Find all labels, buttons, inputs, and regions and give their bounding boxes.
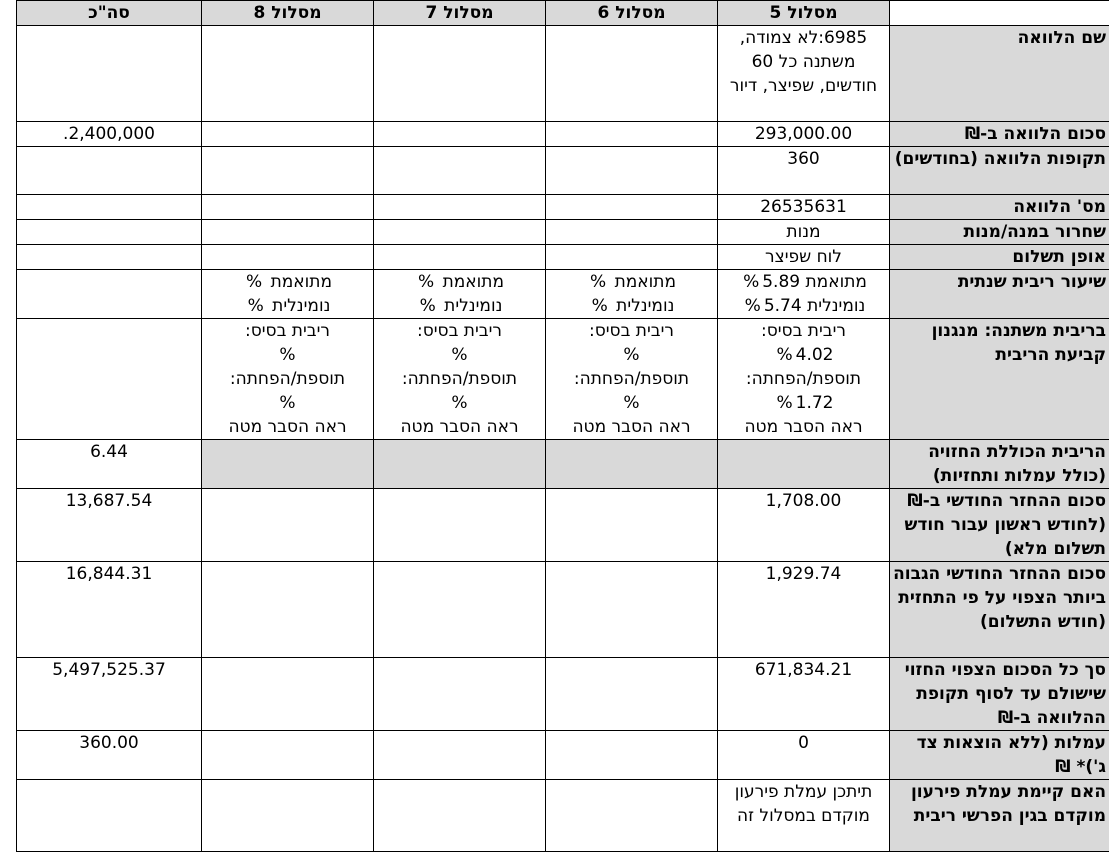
pct-sign: %	[451, 393, 468, 413]
header-track-6: מסלול 6	[546, 1, 718, 26]
row-fees	[17, 731, 1109, 780]
pct-sign: %	[623, 345, 640, 365]
label-monthly-payment: סכום ההחזר החודשי ב-₪ (לחודש ראשון עבור חודש תשלום מלא)	[890, 489, 1109, 562]
effective-rate-total: 6.44	[17, 440, 202, 489]
loan-name-track-8	[202, 26, 374, 122]
max-payment-track-8	[202, 562, 374, 658]
base-rate-label: ריבית בסיס:	[416, 321, 503, 341]
loan-period-track-7	[374, 147, 546, 195]
prepayment-fee-track-8	[202, 780, 374, 852]
loan-name-track-6	[546, 26, 718, 122]
header-total: סה"כ	[17, 1, 202, 26]
pct-sign: %	[591, 296, 608, 316]
variable-rate-track-7	[374, 319, 546, 440]
fees-track-5: 0	[718, 731, 890, 780]
base-rate-value: 4.02	[795, 345, 834, 365]
row-effective-rate	[17, 440, 1109, 489]
loan-name-track-7	[374, 26, 546, 122]
header-track-8: מסלול 8	[202, 1, 374, 26]
release-total	[17, 220, 202, 245]
nominal-label: נומינלית	[444, 296, 503, 316]
adjust-label: תוספת/הפחתה:	[573, 369, 690, 389]
pct-sign: %	[247, 296, 264, 316]
label-loan-number: מס' הלוואה	[890, 195, 1109, 220]
nominal-rate-value: 5.74	[763, 296, 802, 316]
pct-sign: %	[279, 393, 296, 413]
max-payment-track-7	[374, 562, 546, 658]
label-total-expected: סך כל הסכום הצפוי החזוי שישולם עד לסוף תקופת ההלוואה ב-₪	[890, 658, 1109, 731]
pct-sign: %	[451, 345, 468, 365]
total-expected-track-6	[546, 658, 718, 731]
effective-rate-track-5	[718, 440, 890, 489]
loan-period-total	[17, 147, 202, 195]
effective-rate-track-6	[546, 440, 718, 489]
see-below-note: ראה הסבר מטה	[744, 417, 863, 437]
header-track-5: מסלול 5	[718, 1, 890, 26]
monthly-payment-track-5: 1,708.00	[718, 489, 890, 562]
loan-amount-total: 2,400,000.	[17, 122, 202, 147]
loan-amount-track-5: 293,000.00	[718, 122, 890, 147]
release-track-7	[374, 220, 546, 245]
annual-rate-total	[17, 270, 202, 319]
fees-track-7	[374, 731, 546, 780]
annual-rate-track-5	[718, 270, 890, 319]
corner-cell	[890, 1, 1109, 26]
header-row	[17, 1, 1109, 26]
annual-rate-track-8	[202, 270, 374, 319]
adjusted-label: מתואמת	[805, 272, 867, 292]
adjusted-label: מתואמת	[614, 272, 676, 292]
label-fees: עמלות (ללא הוצאות צד ג')* ₪	[890, 731, 1109, 780]
adjust-label: תוספת/הפחתה:	[229, 369, 346, 389]
row-loan-number	[17, 195, 1109, 220]
release-track-6	[546, 220, 718, 245]
payment-method-track-8	[202, 245, 374, 270]
release-track-8	[202, 220, 374, 245]
total-expected-track-5: 671,834.21	[718, 658, 890, 731]
variable-rate-track-8	[202, 319, 374, 440]
total-expected-total: 5,497,525.37	[17, 658, 202, 731]
adjust-label: תוספת/הפחתה:	[401, 369, 518, 389]
pct-sign: %	[744, 296, 761, 316]
pct-sign: %	[623, 393, 640, 413]
max-payment-track-5: 1,929.74	[718, 562, 890, 658]
loan-number-track-7	[374, 195, 546, 220]
adjusted-label: מתואמת	[270, 272, 332, 292]
nominal-label: נומינלית	[807, 296, 866, 316]
pct-sign: %	[279, 345, 296, 365]
adjust-line	[721, 391, 886, 415]
base-rate-label: ריבית בסיס:	[588, 321, 675, 341]
pct-sign: %	[776, 393, 793, 413]
label-loan-name: שם הלוואה	[890, 26, 1109, 122]
variable-rate-total	[17, 319, 202, 440]
row-loan-name	[17, 26, 1109, 122]
annual-rate-track-7	[374, 270, 546, 319]
total-expected-track-7	[374, 658, 546, 731]
pct-sign: %	[419, 296, 436, 316]
pct-sign: %	[776, 345, 793, 365]
adjusted-label: מתואמת	[442, 272, 504, 292]
prepayment-fee-track-6	[546, 780, 718, 852]
monthly-payment-track-6	[546, 489, 718, 562]
variable-rate-track-6	[546, 319, 718, 440]
label-payment-method: אופן תשלום	[890, 245, 1109, 270]
header-track-7: מסלול 7	[374, 1, 546, 26]
nominal-rate-line	[721, 294, 886, 318]
payment-method-track-6	[546, 245, 718, 270]
adjusted-rate-line	[205, 270, 370, 294]
adjusted-rate-line	[721, 270, 886, 294]
row-variable-rate	[17, 319, 1109, 440]
loan-number-track-8	[202, 195, 374, 220]
payment-method-track-5: לוח שפיצר	[718, 245, 890, 270]
nominal-label: נומינלית	[272, 296, 331, 316]
label-release: שחרור במנה/מנות	[890, 220, 1109, 245]
row-loan-period	[17, 147, 1109, 195]
see-below-note: ראה הסבר מטה	[228, 417, 347, 437]
adjusted-rate-line	[549, 270, 714, 294]
release-track-5: מנות	[718, 220, 890, 245]
loan-name-total	[17, 26, 202, 122]
loan-number-track-5: 26535631	[718, 195, 890, 220]
monthly-payment-track-8	[202, 489, 374, 562]
base-rate-label: ריבית בסיס:	[244, 321, 331, 341]
nominal-rate-line	[377, 294, 542, 318]
prepayment-fee-total	[17, 780, 202, 852]
loan-period-track-5: 360	[718, 147, 890, 195]
fees-track-6	[546, 731, 718, 780]
loan-amount-track-7	[374, 122, 546, 147]
payment-method-track-7	[374, 245, 546, 270]
loan-number-track-6	[546, 195, 718, 220]
nominal-rate-line	[205, 294, 370, 318]
annual-rate-track-6	[546, 270, 718, 319]
prepayment-fee-track-5: תיתכן עמלת פירעון מוקדם במסלול זה	[718, 780, 890, 852]
label-variable-rate: בריבית משתנה: מנגנון קביעת הריבית	[890, 319, 1109, 440]
label-loan-amount: סכום הלוואה ב-₪	[890, 122, 1109, 147]
max-payment-track-6	[546, 562, 718, 658]
nominal-label: נומינלית	[616, 296, 675, 316]
row-loan-amount	[17, 122, 1109, 147]
row-payment-method	[17, 245, 1109, 270]
see-below-note: ראה הסבר מטה	[572, 417, 691, 437]
loan-comparison-table	[16, 0, 1109, 852]
monthly-payment-track-7	[374, 489, 546, 562]
pct-sign: %	[418, 272, 435, 292]
label-prepayment-fee: האם קיימת עמלת פירעון מוקדם בגין הפרשי ריבית	[890, 780, 1109, 852]
pct-sign: %	[590, 272, 607, 292]
loan-name-track-5: 6985:לא צמודה, משתנה כל 60 חודשים, שפיצר, דיור	[718, 26, 890, 122]
loan-amount-track-8	[202, 122, 374, 147]
row-total-expected	[17, 658, 1109, 731]
base-rate-label: ריבית בסיס:	[760, 321, 847, 341]
row-prepayment-fee	[17, 780, 1109, 852]
see-below-note: ראה הסבר מטה	[400, 417, 519, 437]
pct-sign: %	[743, 272, 760, 292]
monthly-payment-total: 13,687.54	[17, 489, 202, 562]
loan-number-total	[17, 195, 202, 220]
pct-sign: %	[246, 272, 263, 292]
payment-method-total	[17, 245, 202, 270]
total-expected-track-8	[202, 658, 374, 731]
row-release	[17, 220, 1109, 245]
label-max-payment: סכום ההחזר החודשי הגבוה ביותר הצפוי על פי התחזית (חודש התשלום)	[890, 562, 1109, 658]
effective-rate-track-8	[202, 440, 374, 489]
effective-rate-track-7	[374, 440, 546, 489]
loan-amount-track-6	[546, 122, 718, 147]
fees-total: 360.00	[17, 731, 202, 780]
row-max-payment	[17, 562, 1109, 658]
row-annual-rate	[17, 270, 1109, 319]
adjust-label: תוספת/הפחתה:	[745, 369, 862, 389]
prepayment-fee-track-7	[374, 780, 546, 852]
loan-period-track-6	[546, 147, 718, 195]
label-loan-period: תקופות הלוואה (בחודשים)	[890, 147, 1109, 195]
row-monthly-payment	[17, 489, 1109, 562]
nominal-rate-line	[549, 294, 714, 318]
label-effective-rate: הריבית הכוללת החזויה (כולל עמלות ותחזיות)	[890, 440, 1109, 489]
adjust-value: 1.72	[795, 393, 834, 413]
adjusted-rate-value: 5.89	[762, 272, 801, 292]
max-payment-total: 16,844.31	[17, 562, 202, 658]
label-annual-rate: שיעור ריבית שנתית	[890, 270, 1109, 319]
variable-rate-track-5	[718, 319, 890, 440]
adjusted-rate-line	[377, 270, 542, 294]
base-rate-line	[721, 343, 886, 367]
loan-period-track-8	[202, 147, 374, 195]
fees-track-8	[202, 731, 374, 780]
